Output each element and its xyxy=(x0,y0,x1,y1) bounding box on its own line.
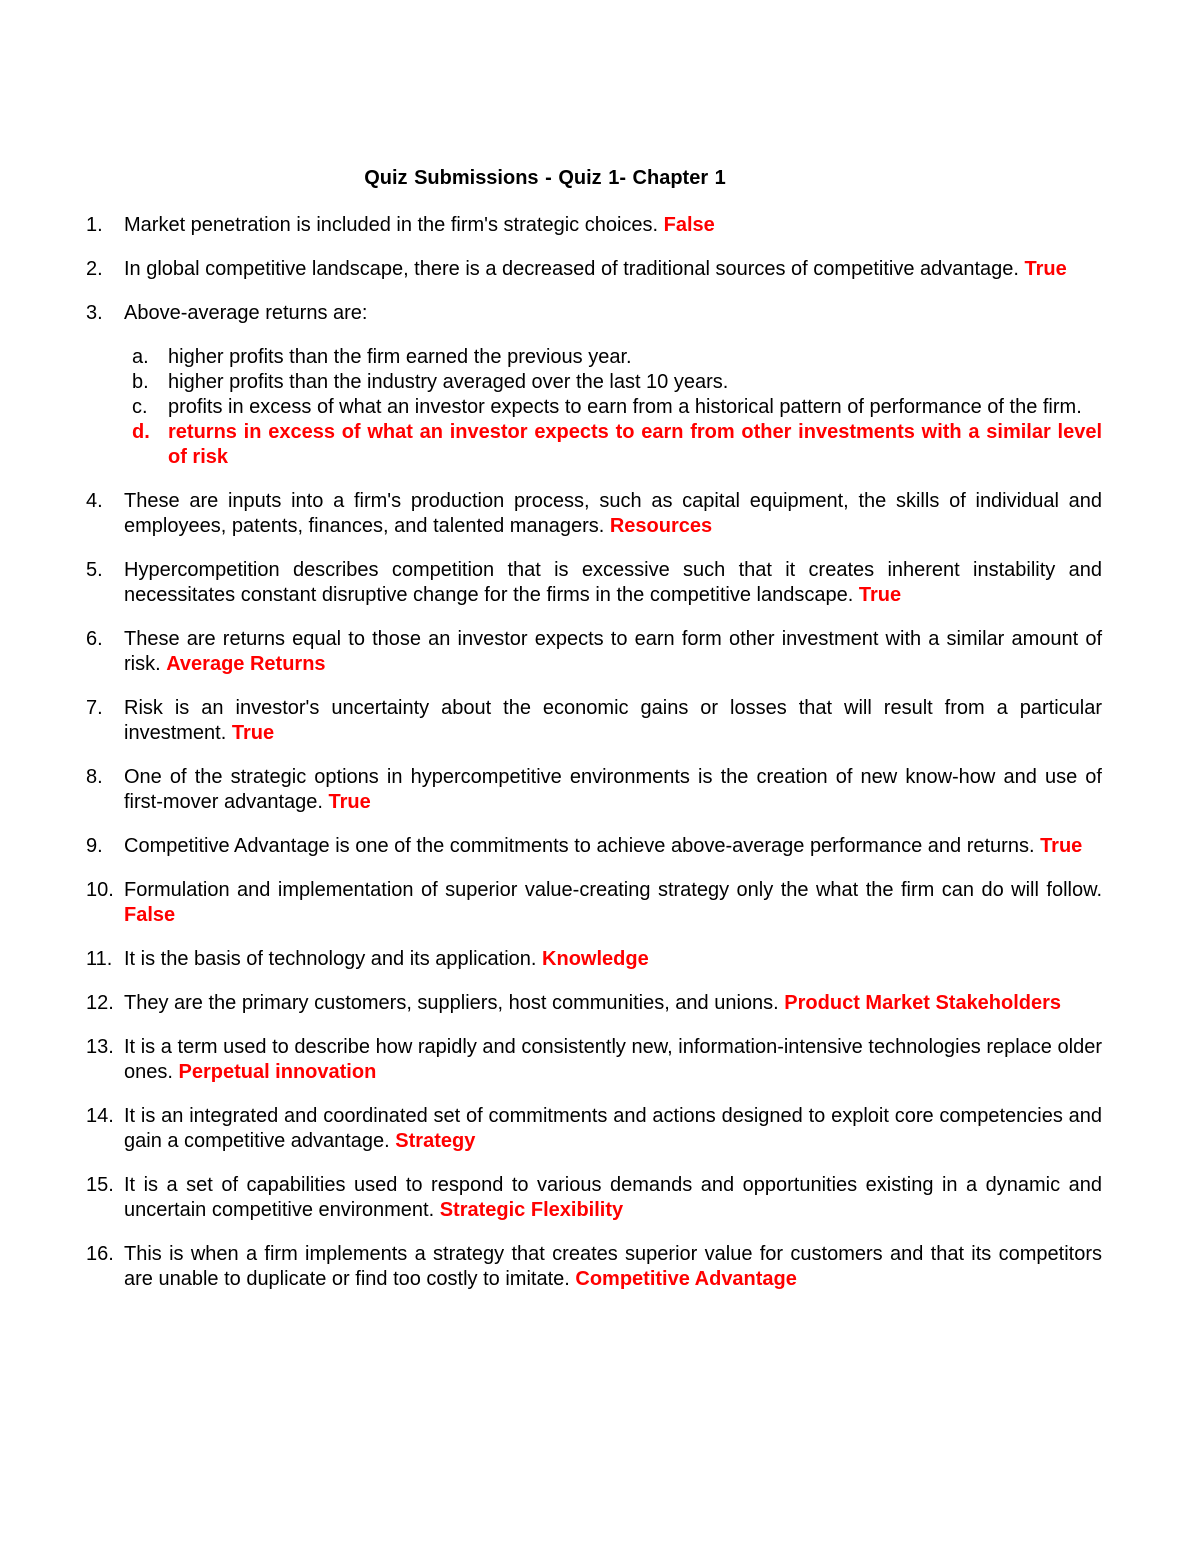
option-letter: d. xyxy=(132,421,150,443)
question-answer: Strategy xyxy=(395,1130,476,1152)
question-item xyxy=(86,1104,1102,1154)
question-number: 3. xyxy=(86,302,103,324)
question-number: 14. xyxy=(86,1105,114,1127)
answer-option-correct xyxy=(124,420,1102,470)
question-answer: Strategic Flexibility xyxy=(439,1199,624,1221)
question-text: It is the basis of technology and its application. xyxy=(124,948,543,970)
question-number: 1. xyxy=(86,214,103,236)
question-text: Competitive Advantage is one of the commitments to achieve above-average performance and returns. xyxy=(124,835,1041,857)
question-text: It is an integrated and coordinated set of commitments and actions designed to exploit core competencies and gain a competitive advantage. xyxy=(124,1105,1102,1152)
answer-option xyxy=(124,395,1102,420)
document-title: Quiz Submissions - Quiz 1- Chapter 1 xyxy=(364,167,726,189)
question-text: Above-average returns are: xyxy=(124,302,368,324)
question-text: This is when a firm implements a strategy that creates superior value for customers and that its competitors are unable to duplicate or find too costly to imitate. xyxy=(124,1243,1102,1290)
question-text: Risk is an investor's uncertainty about the economic gains or losses that will result from a particular investment. xyxy=(124,697,1102,744)
answer-option xyxy=(124,345,1102,370)
question-item xyxy=(86,558,1102,608)
question-list xyxy=(86,213,1102,1311)
question-text: Market penetration is included in the firm's strategic choices. xyxy=(124,214,664,236)
question-text: One of the strategic options in hypercompetitive environments is the creation of new know-how and use of first-mover advantage. xyxy=(124,766,1102,813)
question-answer: True xyxy=(858,584,902,606)
question-answer: Perpetual innovation xyxy=(178,1061,377,1083)
question-answer: Average Returns xyxy=(166,653,326,675)
option-text: returns in excess of what an investor expects to earn from other investments with a similar level of risk xyxy=(168,421,1102,468)
question-answer: True xyxy=(1024,258,1067,280)
question-number: 11. xyxy=(86,948,113,970)
question-text: These are inputs into a firm's production process, such as capital equipment, the skills of individual and employees, patents, finances, and talented managers. xyxy=(124,490,1102,537)
question-number: 16. xyxy=(86,1243,114,1265)
question-number: 2. xyxy=(86,258,103,280)
question-number: 7. xyxy=(86,697,103,719)
question-number: 15. xyxy=(86,1174,114,1196)
question-item xyxy=(86,301,1102,470)
question-item xyxy=(86,627,1102,677)
question-item xyxy=(86,257,1102,282)
question-text: These are returns equal to those an investor expects to earn form other investment with a similar amount of risk. xyxy=(124,628,1102,675)
question-number: 6. xyxy=(86,628,103,650)
question-answer: Competitive Advantage xyxy=(575,1268,797,1290)
question-number: 12. xyxy=(86,992,114,1014)
question-item xyxy=(86,765,1102,815)
question-answer: True xyxy=(231,722,275,744)
question-answer: False xyxy=(124,904,176,926)
question-answer: True xyxy=(328,791,371,813)
answer-options xyxy=(124,345,1102,470)
question-text: Formulation and implementation of superior value-creating strategy only the what the firm can do will follow. xyxy=(124,879,1102,901)
question-answer: False xyxy=(663,214,715,236)
question-item xyxy=(86,947,1102,972)
question-answer: Product Market Stakeholders xyxy=(784,992,1062,1014)
question-text: Hypercompetition describes competition that is excessive such that it creates inherent instability and necessitates constant disruptive change for the firms in the competitive landscape. xyxy=(124,559,1102,606)
question-item xyxy=(86,213,1102,238)
question-item xyxy=(86,1242,1102,1292)
question-number: 10. xyxy=(86,879,114,901)
option-text: profits in excess of what an investor expects to earn from a historical pattern of performance of the firm. xyxy=(168,396,1082,418)
question-number: 9. xyxy=(86,835,103,857)
question-number: 8. xyxy=(86,766,103,788)
question-text: In global competitive landscape, there is a decreased of traditional sources of competitive advantage. xyxy=(124,258,1025,280)
question-item xyxy=(86,489,1102,539)
option-text: higher profits than the industry averaged over the last 10 years. xyxy=(168,371,729,393)
question-answer: Resources xyxy=(609,515,713,537)
question-item xyxy=(86,878,1102,928)
question-item xyxy=(86,991,1102,1016)
option-letter: b. xyxy=(132,371,149,393)
question-answer: Knowledge xyxy=(542,948,649,970)
question-text: They are the primary customers, suppliers, host communities, and unions. xyxy=(124,992,785,1014)
question-text: It is a term used to describe how rapidly and consistently new, information-intensive technologies replace older ones. xyxy=(124,1036,1102,1083)
question-number: 13. xyxy=(86,1036,114,1058)
question-item xyxy=(86,696,1102,746)
question-answer: True xyxy=(1040,835,1083,857)
option-letter: c. xyxy=(132,396,148,418)
option-text: higher profits than the firm earned the previous year. xyxy=(168,346,632,368)
question-item xyxy=(86,834,1102,859)
question-item xyxy=(86,1173,1102,1223)
question-number: 4. xyxy=(86,490,103,512)
option-letter: a. xyxy=(132,346,149,368)
question-number: 5. xyxy=(86,559,103,581)
question-text: It is a set of capabilities used to respond to various demands and opportunities existing in a dynamic and uncertain competitive environment. xyxy=(124,1174,1102,1221)
answer-option xyxy=(124,370,1102,395)
question-item xyxy=(86,1035,1102,1085)
